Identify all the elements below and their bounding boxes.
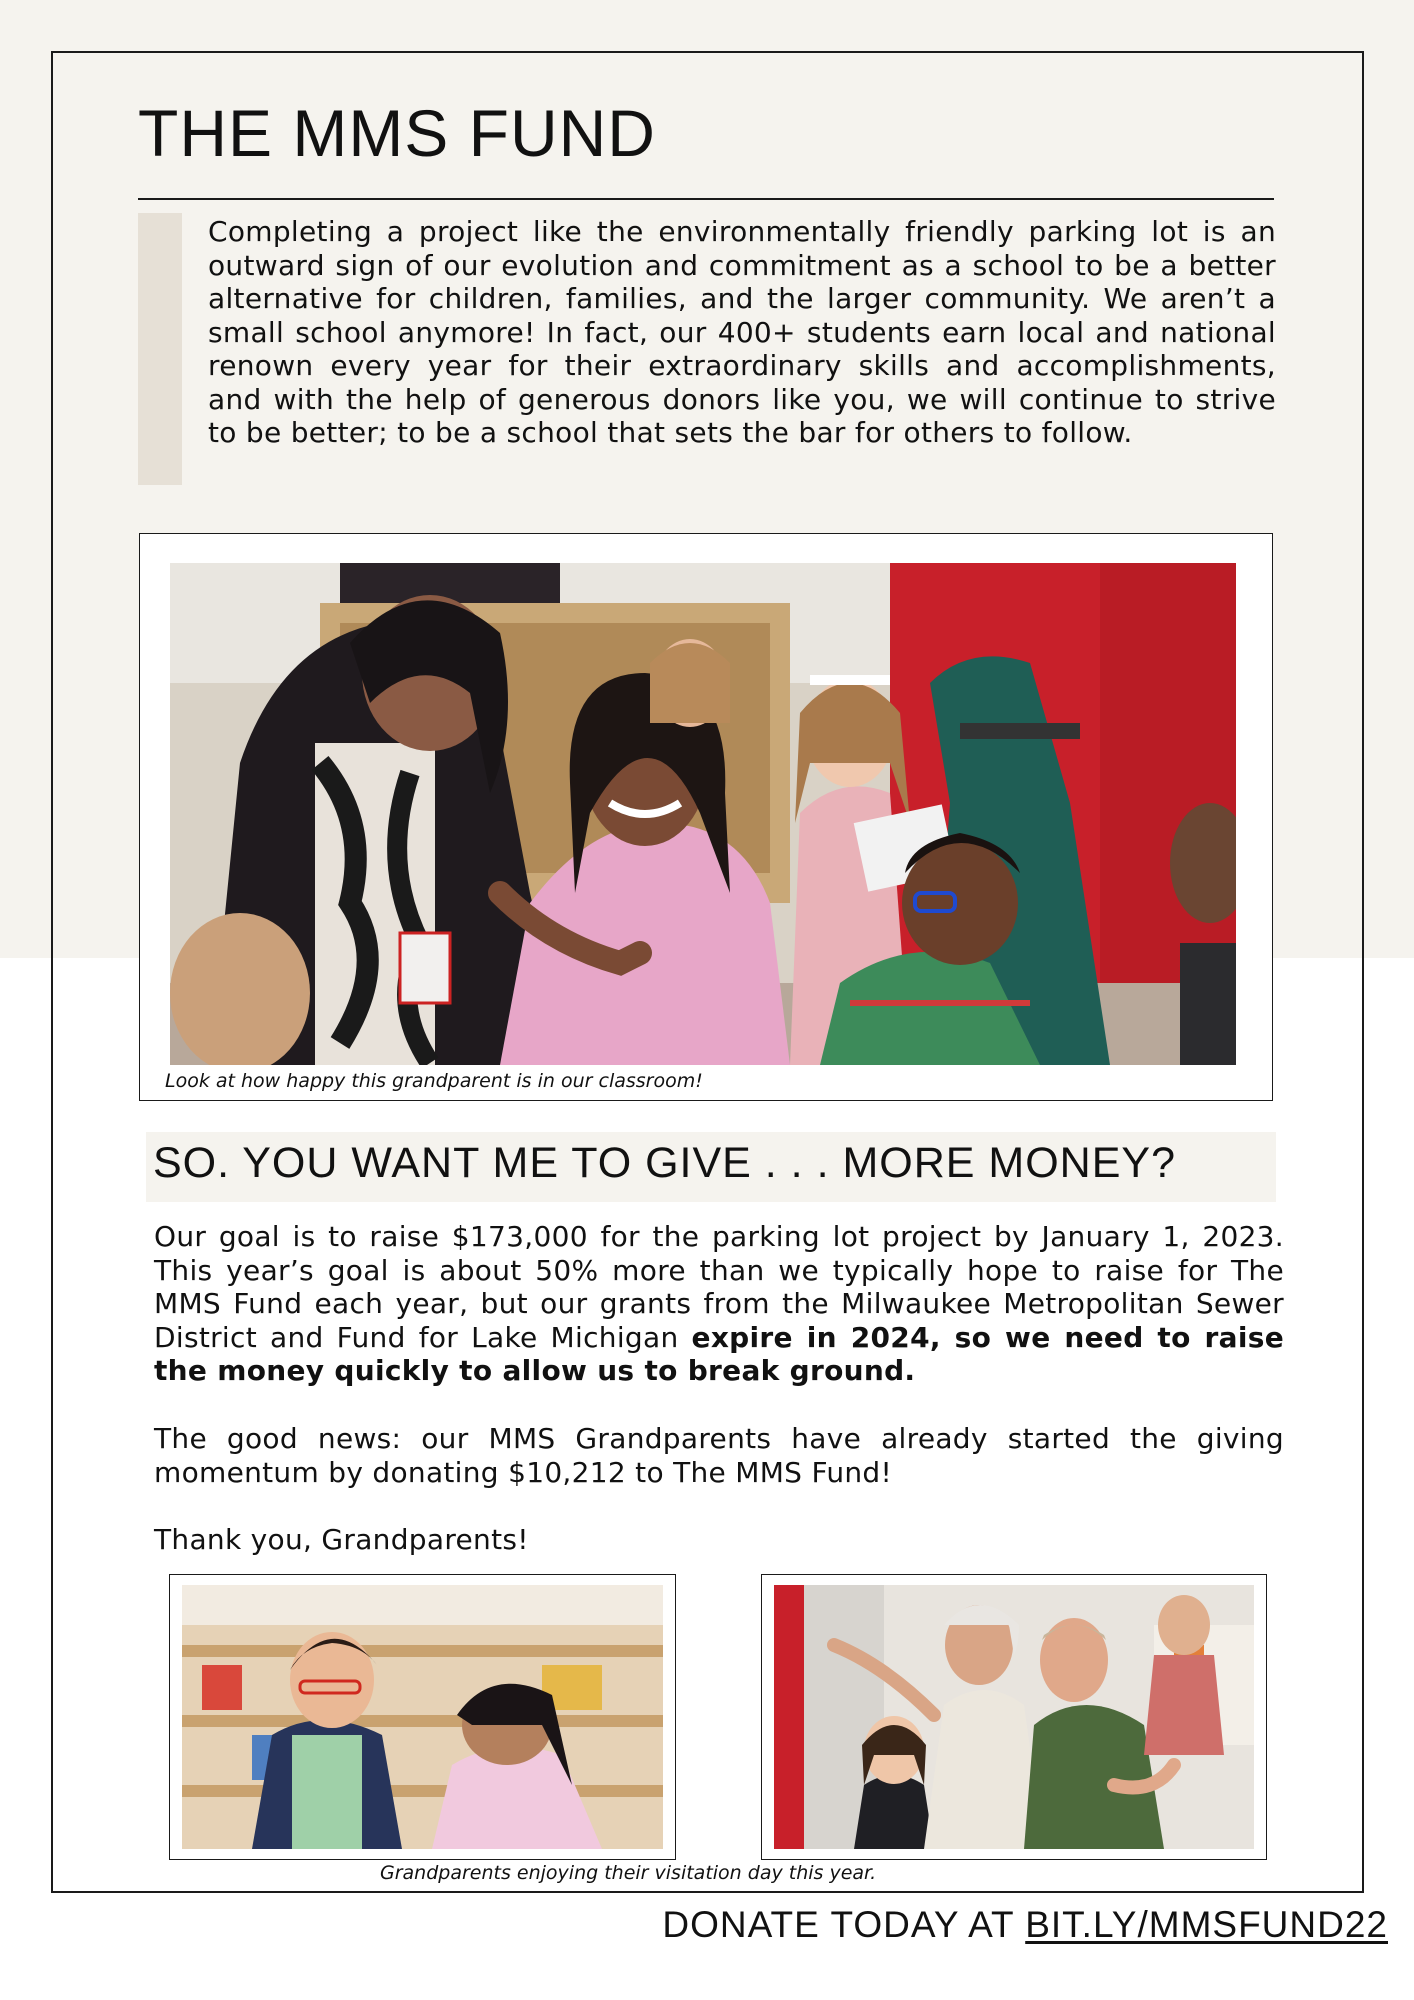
bottom-right-photo-card xyxy=(761,1574,1267,1860)
page-title: THE MMS FUND xyxy=(138,96,656,170)
goal-paragraph xyxy=(154,1220,1284,1388)
grandparent-boy-photo xyxy=(182,1585,663,1849)
bottom-photos-caption: Grandparents enjoying their visitation day this year. xyxy=(380,1862,877,1884)
donate-link[interactable]: BIT.LY/MMSFUND22 xyxy=(1025,1904,1388,1945)
main-photo-card xyxy=(139,533,1273,1101)
grandparents-couple-photo xyxy=(774,1585,1254,1849)
section-heading: SO. YOU WANT ME TO GIVE . . . MORE MONEY? xyxy=(153,1139,1177,1187)
donate-footer xyxy=(662,1904,1388,1946)
good-news-paragraph: The good news: our MMS Grandparents have already started the giving momentum by donating $10,212 to The MMS Fund! xyxy=(154,1422,1284,1489)
title-divider xyxy=(138,198,1274,200)
quote-accent-bar xyxy=(138,213,182,485)
donate-label: DONATE TODAY AT xyxy=(662,1904,1026,1945)
thank-you-line: Thank you, Grandparents! xyxy=(154,1523,529,1556)
main-photo-caption: Look at how happy this grandparent is in our classroom! xyxy=(165,1070,703,1092)
goal-paragraph-emphasis: expire in 2024, so we need to raise the money quickly to allow us to break ground. xyxy=(154,1320,1284,1387)
intro-paragraph: Completing a project like the environmentally friendly parking lot is an outward sign of our evolution and commitment as a school to be a better alternative for children, families, and the larger community. We aren’t a small school anymore! In fact, our 400+ students earn local and national renown every year for their extraordinary skills and accomplishments, and with the help of generous donors like you, we will continue to strive to be better; to be a school that sets the bar for others to follow. xyxy=(208,215,1276,449)
bottom-left-photo-card xyxy=(169,1574,676,1860)
goal-paragraph-text: Our goal is to raise $173,000 for the parking lot project by January 1, 2023. This year’s goal is about 50% more than we typically hope to raise for The MMS Fund each year, but our grants from the Milwaukee Metropolitan Sewer District and Fund for Lake Michigan xyxy=(154,1220,1284,1354)
classroom-photo xyxy=(170,563,1236,1065)
